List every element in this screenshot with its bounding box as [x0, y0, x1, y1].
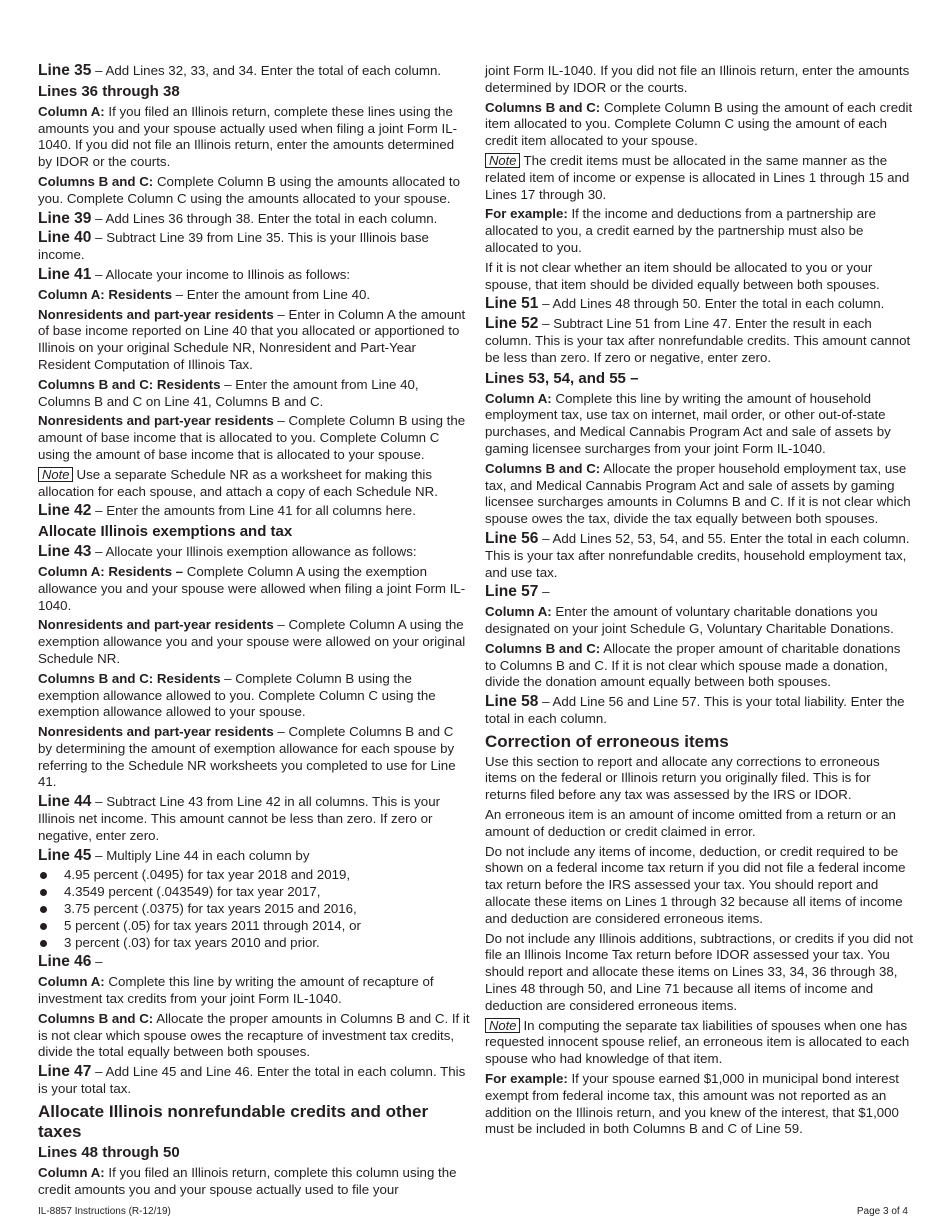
left-column — [38, 63, 470, 1201]
line-42: Line 42 – Enter the amounts from Line 41 for all columns here. — [38, 502, 416, 520]
line-43: Line 43 – Allocate your Illinois exemption allowance as follows: — [38, 543, 417, 561]
para-43-nonresidents-bc: Nonresidents and part-year residents – Complete Columns B and C by determining the amount of exemption allowance for each spouse by referring to the Schedule NR worksheets you completed to use for Line 41. — [38, 724, 456, 790]
para-48-col-bc: Columns B and C: Complete Column B using the amount of each credit item allocated to you. Complete Column C using the amount of each credit item allocated to your spouse. — [485, 99, 913, 149]
note-schedule-nr: Note Use a separate Schedule NR as a worksheet for making this allocation for each spouse, and attach a copy of each Schedule NR. — [38, 466, 438, 499]
list-item: 3.75 percent (.0375) for tax years 2015 and 2016, — [38, 901, 470, 918]
line-41: Line 41 – Allocate your income to Illinois as follows: — [38, 265, 351, 283]
bullet-icon — [40, 889, 47, 896]
bullet-icon — [40, 940, 47, 947]
para-correction-4: Do not include any Illinois additions, subtractions, or credits if you did not file an Illinois Income Tax return before IDOR assessed your tax. You should report and allocate these items on Lines 33, 34, 36 through 38, Lines 48 through 50, and Line 71 because all items of income and deduction are considered erroneous items. — [485, 930, 913, 1013]
note-label: Note — [485, 153, 520, 168]
line-35: Line 35 – Add Lines 32, 33, and 34. Enter the total of each column. — [38, 62, 442, 79]
note-label: Note — [38, 467, 73, 482]
bullet-icon — [40, 923, 47, 930]
line-51: Line 51 – Add Lines 48 through 50. Enter the total in each column. — [485, 295, 885, 313]
tax-rate-list — [38, 867, 470, 951]
heading-lines-36-38: Lines 36 through 38 — [38, 82, 180, 100]
para-41-nonresidents-a: Nonresidents and part-year residents – Enter in Column A the amount of base income reported on Line 40 that you allocated or apportioned to Illinois on your original Schedule NR, Nonresident and Part-Year Resident Computation of Illinois Tax. — [38, 306, 466, 372]
para-43-col-a: Column A: Residents – Complete Column A using the exemption allowance you and your spouse were allowed when filing a joint Form IL-1040. — [38, 563, 466, 613]
para-53-col-a: Column A: Complete this line by writing the amount of household employment tax, use tax on internet, mail order, or other out-of-state purchases, and Medical Cannabis Program Act and sale of assets by gaming licensee surcharges from your joint Form IL-1040. — [485, 390, 891, 456]
para-correction-3: Do not include any items of income, deduction, or credit required to be shown on a federal income tax return if you did not file a federal income tax return before the IRS assessed your tax. You should report and allocate these items on Lines 1 through 32 because all items of income and deduction are considered erroneous items. — [485, 843, 906, 926]
footer-page-number: Page 3 of 4 — [856, 1206, 908, 1217]
para-57-col-bc: Columns B and C: Allocate the proper amount of charitable donations to Columns B and C. If it is not clear which spouse made a donation, divide the donation amount equally between both spouses. — [485, 640, 901, 690]
line-40: Line 40 – Subtract Line 39 from Line 35. This is your Illinois base income. — [38, 229, 429, 263]
list-item: 4.95 percent (.0495) for tax year 2018 and 2019, — [38, 867, 470, 884]
line-57: Line 57 – — [485, 583, 550, 601]
line-52: Line 52 – Subtract Line 51 from Line 47. Enter the result in each column. This is your tax after nonrefundable credits. This amount cannot be less than zero. If zero or negative, enter zero. — [485, 315, 911, 365]
bullet-icon — [40, 906, 47, 913]
para-divide-equally: If it is not clear whether an item should be allocated to you or your spouse, that item should be divided equally between both spouses. — [485, 259, 880, 292]
list-item: 4.3549 percent (.043549) for tax year 2017, — [38, 884, 470, 901]
line-39: Line 39 – Add Lines 36 through 38. Enter the total in each column. — [38, 209, 438, 227]
para-48-continued: joint Form IL-1040. If you did not file an Illinois return, enter the amounts determined by IDOR or the courts. — [485, 63, 910, 95]
line-58: Line 58 – Add Line 56 and Line 57. This is your total liability. Enter the total in each column. — [485, 693, 905, 726]
note-innocent-spouse: Note In computing the separate tax liabilities of spouses when one has requested innocent spouse relief, an erroneous item is allocated to each spouse who had knowledge of that item. — [485, 1017, 910, 1067]
list-item: 3 percent (.03) for tax years 2010 and prior. — [38, 935, 470, 952]
para-41-col-a: Column A: Residents – Enter the amount from Line 40. — [38, 286, 371, 302]
para-43-nonresidents-a: Nonresidents and part-year residents – Complete Column A using the exemption allowance you and your spouse were allowed on your original Schedule NR. — [38, 617, 466, 666]
para-46-col-a: Column A: Complete this line by writing the amount of recapture of investment tax credits from your joint Form IL-1040. — [38, 974, 434, 1007]
heading-lines-53-55: Lines 53, 54, and 55 – — [485, 369, 639, 387]
para-correction-2: An erroneous item is an amount of income omitted from a return or an amount of deduction or credit claimed in error. — [485, 807, 896, 839]
para-41-nonresidents-bc: Nonresidents and part-year residents – Complete Column B using the amount of base income that is allocated to you. Complete Column C using the amount of base income that is allocated to your spouse. — [38, 413, 466, 462]
para-57-col-a: Column A: Enter the amount of voluntary charitable donations you designated on your joint Schedule G, Voluntary Charitable Donations. — [485, 604, 894, 636]
line-46: Line 46 – — [38, 953, 103, 971]
heading-nonrefundable-credits: Allocate Illinois nonrefundable credits and other taxes — [38, 1101, 429, 1141]
line-56: Line 56 – Add Lines 52, 53, 54, and 55. Enter the total in each column. This is your tax after nonrefundable credits, household employment tax, and use tax. — [485, 529, 910, 580]
line-44: Line 44 – Subtract Line 43 from Line 42 in all columns. This is your Illinois net income. This amount cannot be less than zero. If zero or negative, enter zero. — [38, 793, 441, 843]
line-45: Line 45 – Multiply Line 44 in each column by — [38, 846, 310, 864]
para-48-col-a: Column A: If you filed an Illinois return, complete this column using the credit amounts you and your spouse actually used to file your — [38, 1164, 457, 1197]
line-47: Line 47 – Add Line 45 and Line 46. Enter the total in each column. This is your total tax. — [38, 1063, 466, 1097]
para-correction-1: Use this section to report and allocate any corrections to erroneous items on the federal or Illinois return you originally filed. This is for returns filed before any tax was assessed by the IRS or IDOR. — [485, 753, 880, 803]
para-53-col-bc: Columns B and C: Allocate the proper household employment tax, use tax, and Medical Cannabis Program Act and sale of assets by gaming licensee surcharges amounts in Columns B and C. If it is not clear which spouse owes the tax, divide the tax equally between both spouses. — [485, 460, 911, 527]
note-credit-allocation: Note The credit items must be allocated in the same manner as the related item of income or expense is allocated in Lines 1 through 15 and Lines 17 through 30. — [485, 152, 910, 202]
example-municipal-bond: For example: If your spouse earned $1,000 in municipal bond interest exempt from federal income tax, this amount was not reported as an addition on the Illinois return, and you knew of the interest, that $1,000 must be included in both Columns B and C of Line 59. — [485, 1071, 899, 1137]
bullet-icon — [40, 872, 47, 879]
example-partnership: For example: If the income and deductions from a partnership are allocated to you, a credit earned by the partnership must also be allocated to you. — [485, 206, 876, 255]
note-label: Note — [485, 1018, 520, 1033]
heading-lines-48-50: Lines 48 through 50 — [38, 1143, 180, 1161]
footer-form-id: IL-8857 Instructions (R-12/19) — [38, 1206, 171, 1217]
para-36-col-bc: Columns B and C: Complete Column B using the amounts allocated to you. Complete Column C using the amounts allocated to your spouse. — [38, 173, 460, 206]
para-41-col-bc: Columns B and C: Residents – Enter the amount from Line 40, Columns B and C on Line 41, Columns B and C. — [38, 376, 419, 409]
heading-allocate-exemptions: Allocate Illinois exemptions and tax — [38, 523, 293, 541]
heading-correction-erroneous-items: Correction of erroneous items — [485, 731, 729, 751]
para-43-col-bc: Columns B and C: Residents – Complete Column B using the exemption allowance allowed to you. Complete Column C using the exemption allowance allowed to your spouse. — [38, 670, 436, 720]
para-36-col-a: Column A: If you filed an Illinois return, complete these lines using the amounts you and your spouse actually used when filing a joint Form IL-1040. If you did not file an Illinois return, enter the amounts determined by IDOR or the courts. — [38, 103, 458, 170]
list-item: 5 percent (.05) for tax years 2011 through 2014, or — [38, 918, 470, 935]
right-column — [485, 63, 915, 1141]
para-46-col-bc: Columns B and C: Allocate the proper amounts in Columns B and C. If it is not clear which spouse owes the recapture of investment tax credits, divide the total equally between both spouses. — [38, 1010, 470, 1060]
